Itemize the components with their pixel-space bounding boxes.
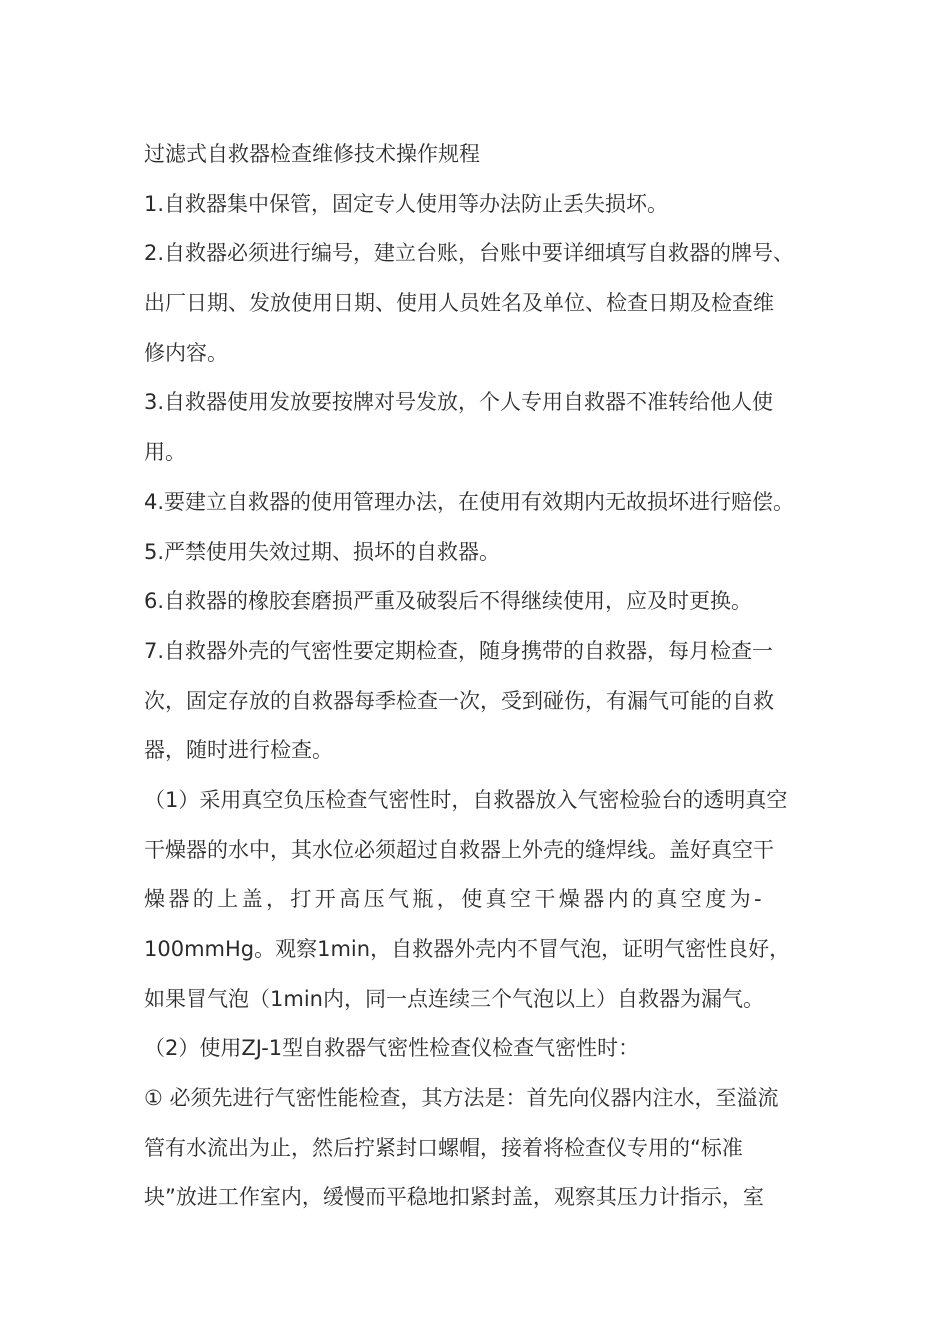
paragraph-line: 用。 <box>144 440 186 465</box>
paragraph-line: 5.严禁使用失效过期、损坏的自救器。 <box>144 539 501 564</box>
paragraph-line: 燥器的上盖，打开高压气瓶，使真空干燥器内的真空度为- <box>144 887 765 912</box>
paragraph-line: 修内容。 <box>144 340 228 365</box>
paragraph-line: 4.要建立自救器的使用管理办法，在使用有效期内无故损坏进行赔偿。 <box>144 489 795 514</box>
paragraph-line: 7.自救器外壳的气密性要定期检查，随身携带的自救器，每月检查一 <box>144 638 774 663</box>
paragraph-line: 100mmHg。观察1min，自救器外壳内不冒气泡，证明气密性良好， <box>144 937 791 961</box>
paragraph-line: 器，随时进行检查。 <box>144 738 333 763</box>
paragraph-line: 块”放进工作室内，缓慢而平稳地扣紧封盖，观察其压力计指示，室 <box>144 1185 764 1210</box>
paragraph-line: ① 必须先进行气密性能检查，其方法是：首先向仪器内注水，至溢流 <box>144 1086 779 1111</box>
document-title: 过滤式自救器检查维修技术操作规程 <box>144 142 480 166</box>
paragraph-line: 管有水流出为止，然后拧紧封口螺帽，接着将检查仪专用的“标准 <box>144 1135 743 1160</box>
paragraph-line: 1.自救器集中保管，固定专人使用等办法防止丢失损坏。 <box>144 191 669 216</box>
paragraph-line: （2）使用ZJ-1型自救器气密性检查仪检查气密性时： <box>144 1036 640 1061</box>
document-body <box>144 130 824 1223</box>
paragraph-line: 2.自救器必须进行编号，建立台账，台账中要详细填写自救器的牌号、 <box>144 241 795 266</box>
paragraph-line: 3.自救器使用发放要按牌对号发放，个人专用自救器不准转给他人使 <box>144 390 774 415</box>
paragraph-line: （1）采用真空负压检查气密性时，自救器放入气密检验台的透明真空 <box>144 787 788 812</box>
paragraph-line: 干燥器的水中，其水位必须超过自救器上外壳的缝焊线。盖好真空干 <box>144 837 774 862</box>
paragraph-line: 次，固定存放的自救器每季检查一次，受到碰伤，有漏气可能的自救 <box>144 688 774 713</box>
paragraph-line: 6.自救器的橡胶套磨损严重及破裂后不得继续使用，应及时更换。 <box>144 589 753 614</box>
paragraph-line: 如果冒气泡（1min内，同一点连续三个气泡以上）自救器为漏气。 <box>144 986 764 1011</box>
paragraph-line: 出厂日期、发放使用日期、使用人员姓名及单位、检查日期及检查维 <box>144 291 774 316</box>
